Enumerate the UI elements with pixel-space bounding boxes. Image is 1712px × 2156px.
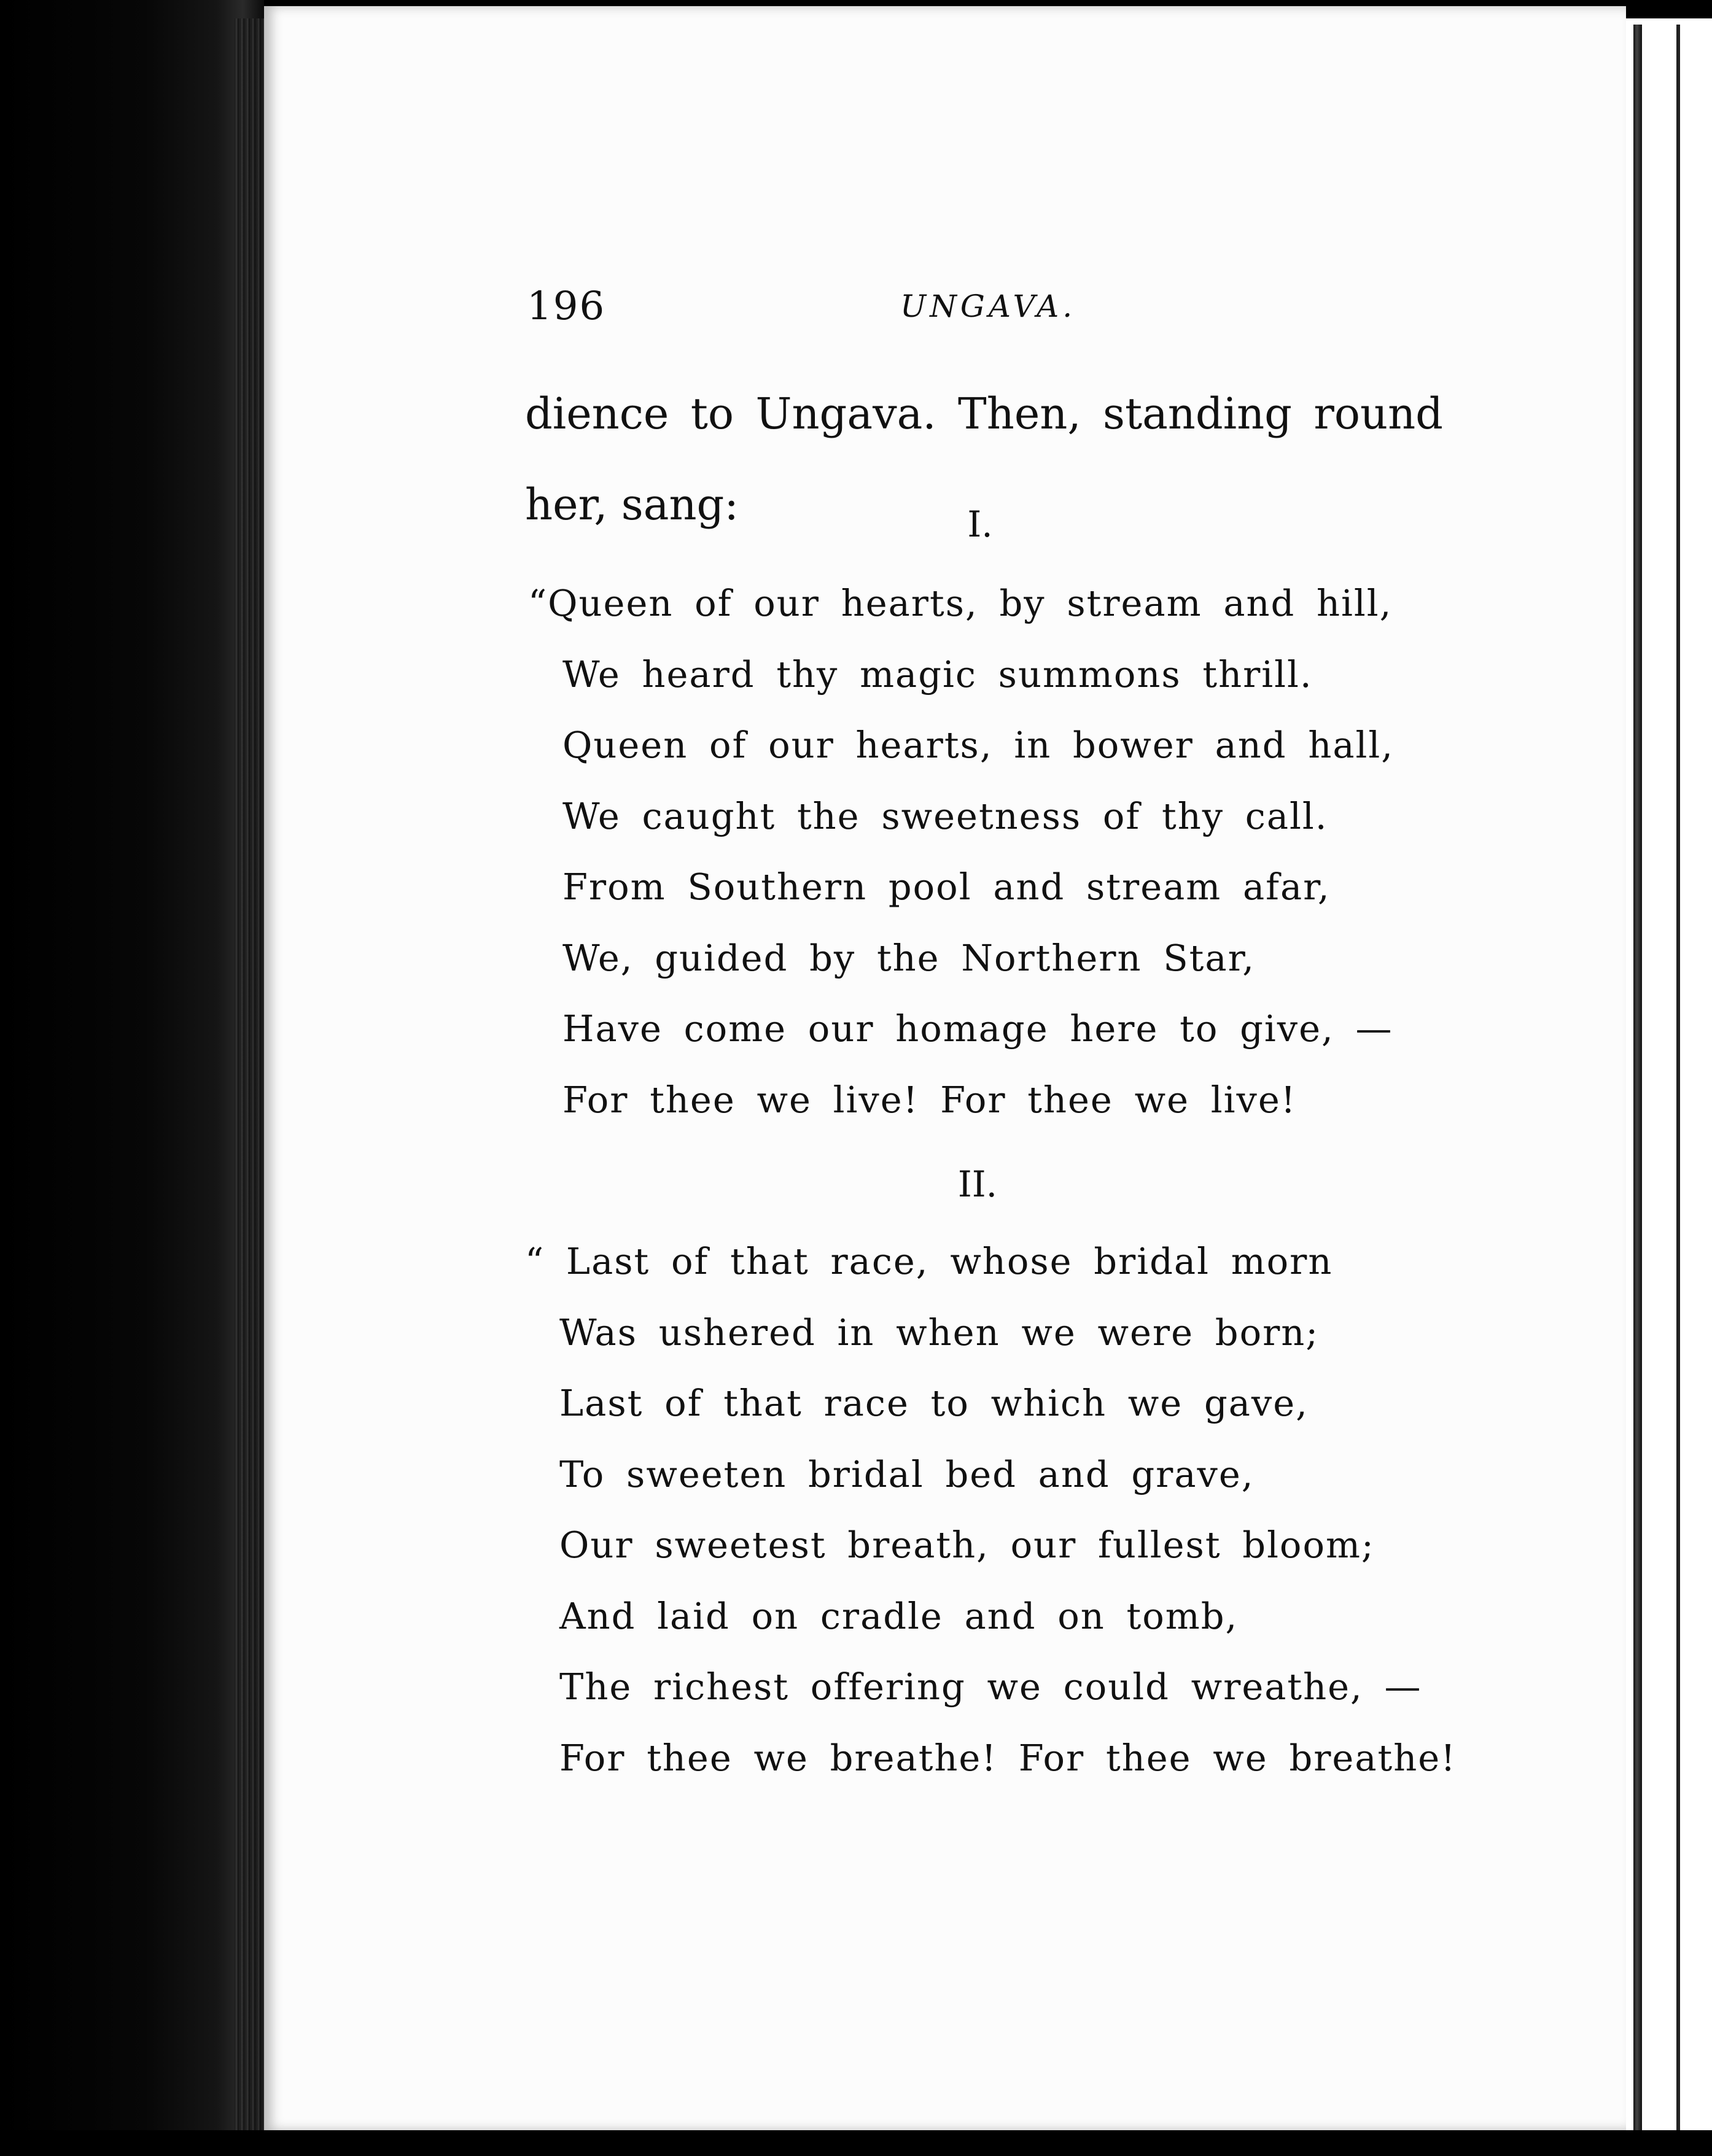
- page-border-rule-thin: [1676, 25, 1680, 2136]
- verse-line: For thee we breathe! For thee we breathe!: [559, 1736, 1457, 1779]
- stanza-number: I.: [967, 503, 993, 545]
- verse-line: We, guided by the Northern Star,: [562, 936, 1256, 979]
- book-binding-edge: [0, 0, 264, 2156]
- verse-line: “Queen of our hearts, by stream and hill,: [528, 582, 1393, 624]
- verse-line: Have come our homage here to give, —: [562, 1007, 1393, 1050]
- verse-line: To sweeten bridal bed and grave,: [559, 1452, 1255, 1495]
- verse-line: Our sweetest breath, our fullest bloom;: [559, 1524, 1375, 1566]
- verse-line: The richest offering we could wreathe, —: [559, 1665, 1422, 1708]
- verse-line: Queen of our hearts, in bower and hall,: [562, 724, 1394, 766]
- stanza-number: II.: [957, 1163, 998, 1205]
- verse-line: And laid on cradle and on tomb,: [559, 1594, 1239, 1637]
- verse-line: Was ushered in when we were born;: [559, 1311, 1320, 1354]
- verse-line: From Southern pool and stream afar,: [562, 866, 1331, 908]
- stanza: [525, 1226, 1457, 1793]
- verse-line: We caught the sweetness of thy call.: [562, 794, 1328, 837]
- prose-line: dience to Ungava. Then, standing round: [525, 389, 1443, 439]
- page-border-rule: [1633, 25, 1642, 2136]
- verse-line: Last of that race to which we gave,: [559, 1382, 1309, 1424]
- page-header: [527, 284, 1141, 333]
- verse-line: For thee we live! For thee we live!: [562, 1078, 1297, 1121]
- running-title: UNGAVA.: [900, 289, 1076, 324]
- verse-line: We heard thy magic summons thrill.: [562, 653, 1313, 696]
- verse-line: “ Last of that race, whose bridal morn: [525, 1240, 1333, 1282]
- scan-bottom-border: [0, 2130, 1712, 2156]
- prose-line: her, sang:: [525, 479, 739, 530]
- page-stack-edge: [235, 18, 264, 2130]
- page-number: 196: [527, 284, 606, 329]
- stanza: [528, 568, 1394, 1135]
